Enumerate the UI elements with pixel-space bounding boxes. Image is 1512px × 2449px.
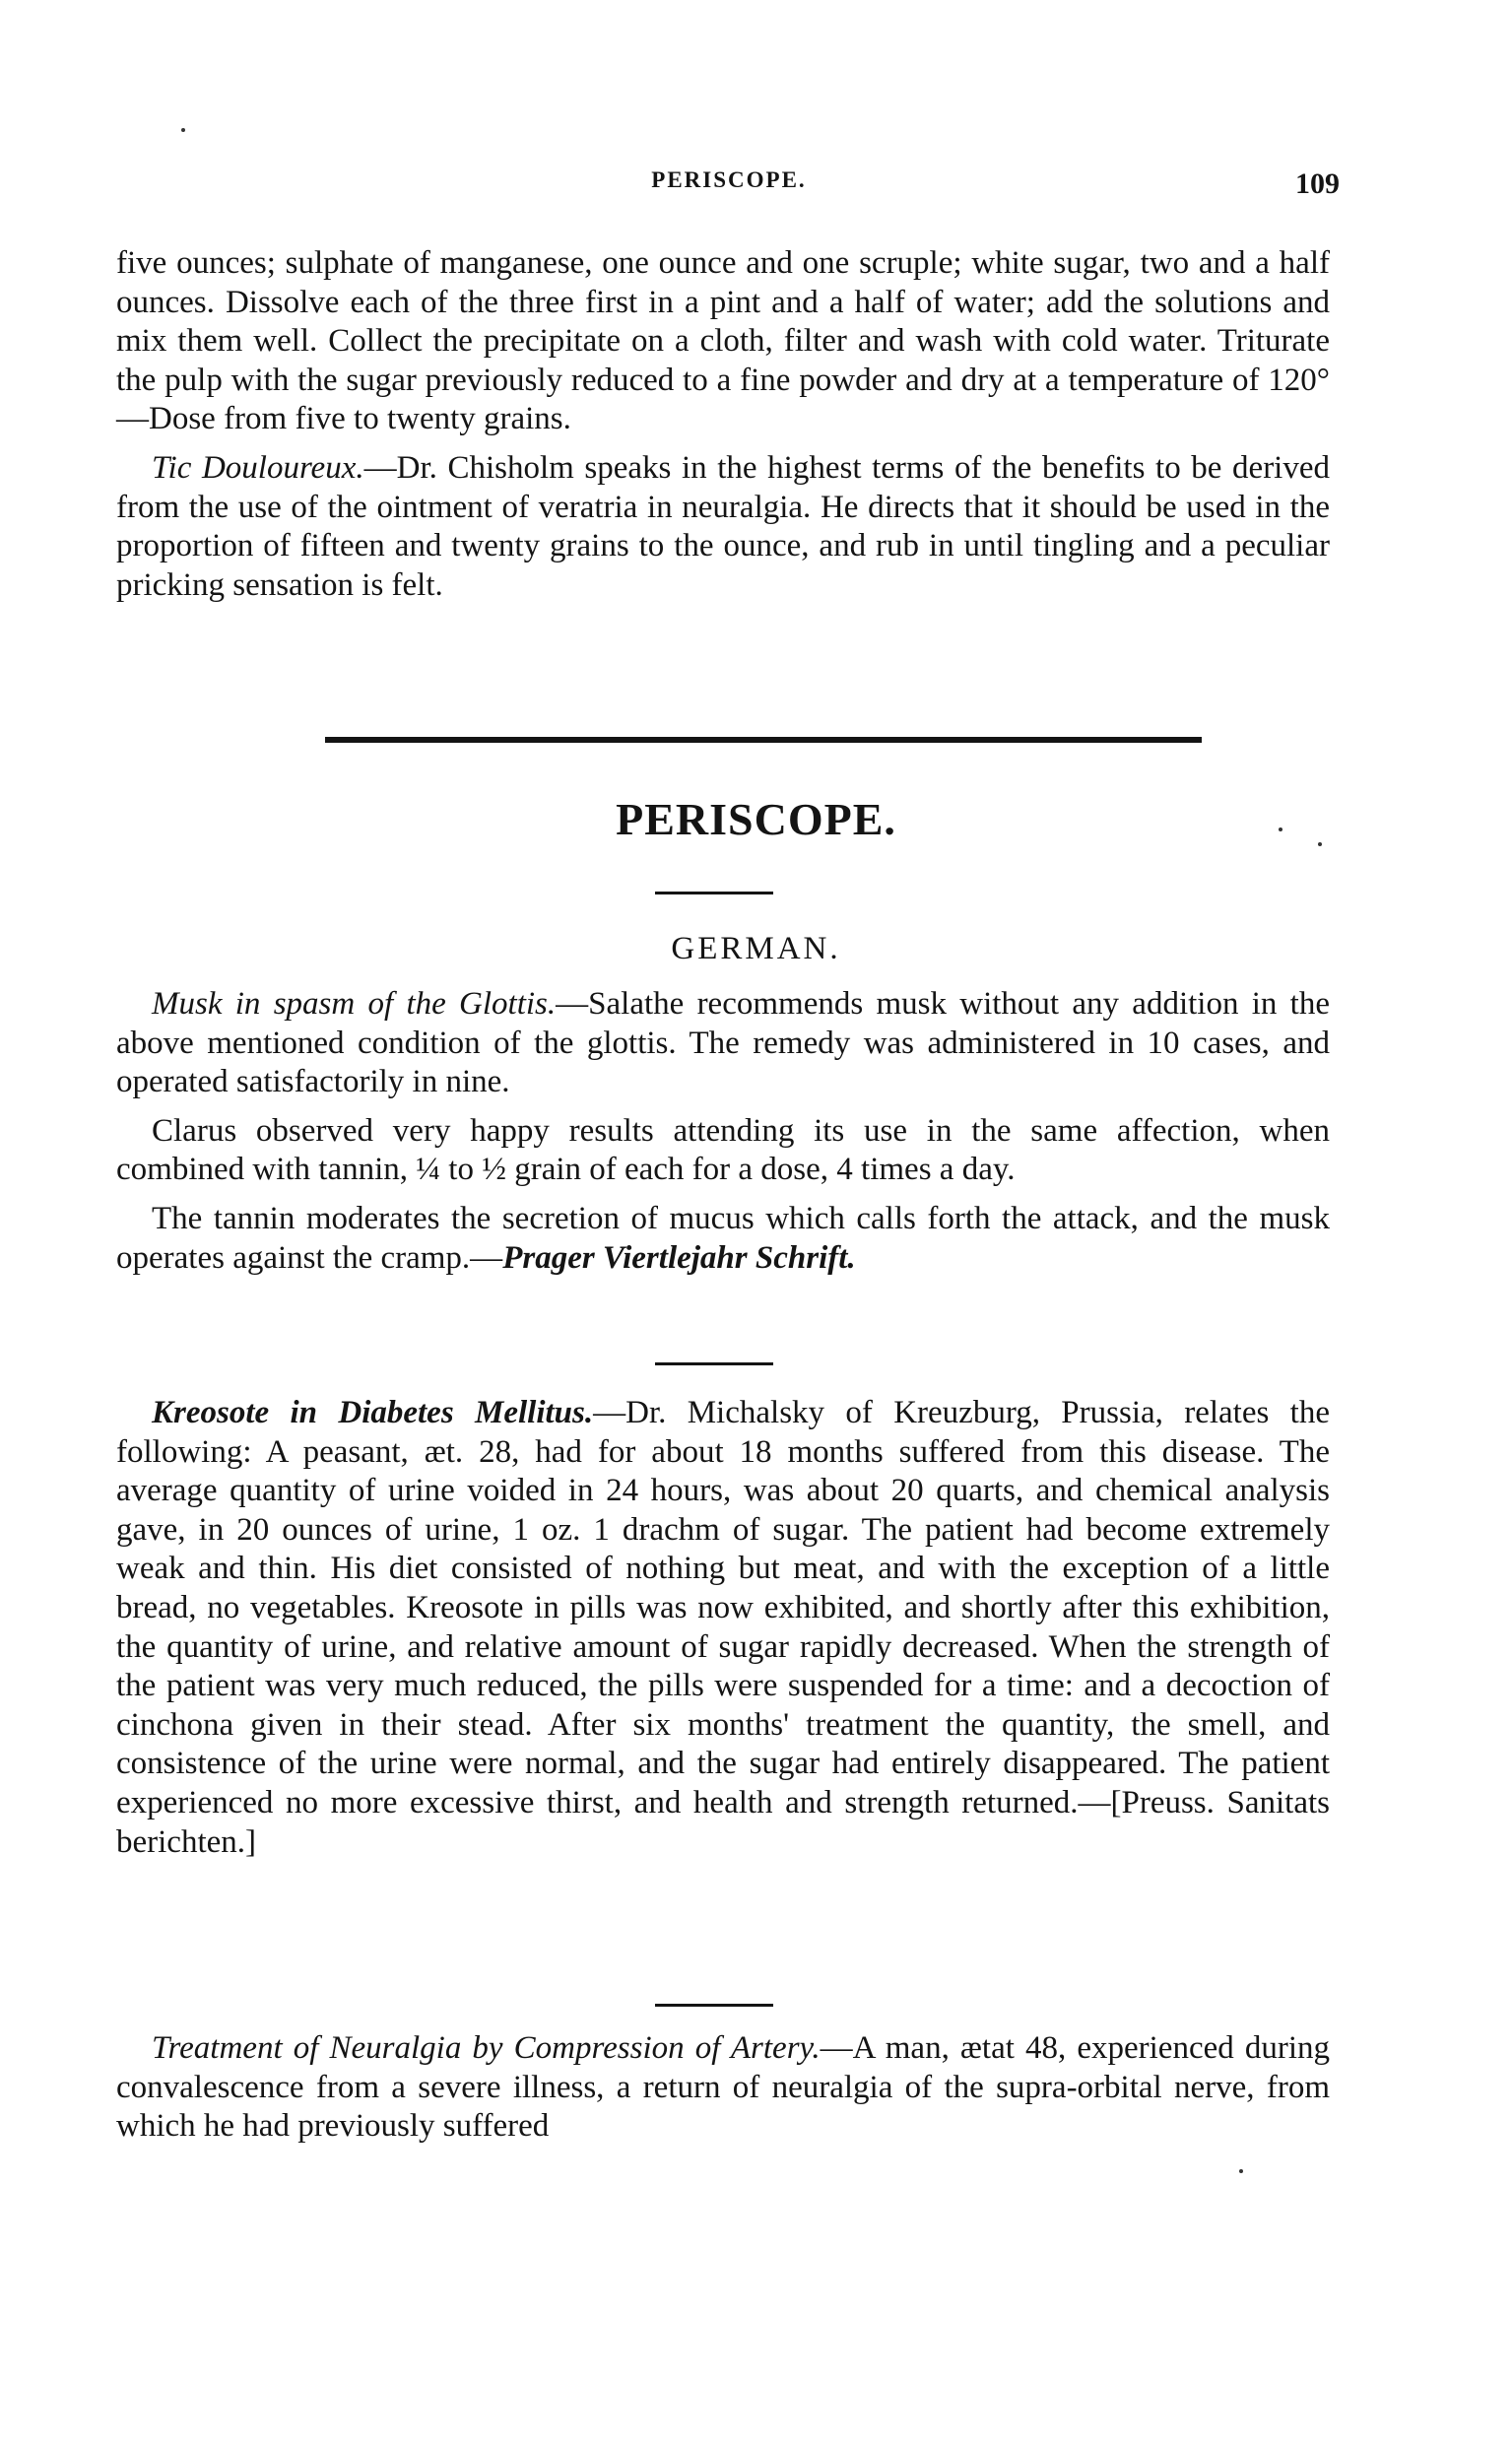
paragraph-tic-douloureux [116, 449, 1330, 605]
neuralgia-article [116, 2029, 1330, 2156]
page-number: 109 [1295, 167, 1340, 200]
neuralgia-paragraph [116, 2029, 1330, 2147]
musk-paragraph-2: Clarus observed very happy results attending its use in the same affection, when combined with tannin, ¼ to ½ grain of each for a dose, 4 times a day. [116, 1112, 1330, 1188]
short-rule [655, 2004, 773, 2007]
periscope-heading: PERISCOPE. [616, 794, 896, 844]
kreosote-body: —Dr. Michalsky of Kreuzburg, Prussia, relates the following: A peasant, æt. 28, had for about 18 months suffered from this disease. The average quantity of urine voided in 24 hours, was about 20 quarts, and chemical analysis gave, in 20 ounces of urine, 1 oz. 1 drachm of sugar. The patient had become extremely weak and thin. His diet consisted of nothing but meat, and with the exception of a little bread, no vegetables. Kreosote in pills was now exhibited, and shortly after this exhibition, the quantity of urine, and relative amount of sugar rapidly decreased. When the strength of the patient was very much reduced, the pills were suspended for a time: and a decoction of cinchona given in their stead. After six months' treatment the quantity, the smell, and consistence of the urine were normal, and the sugar had entirely disappeared. The patient experienced no more excessive thirst, and health and strength returned.—[Preuss. Sanitats berichten.] [116, 1395, 1330, 1860]
section-divider-rule [325, 737, 1202, 743]
short-rule [655, 892, 773, 894]
top-text-block [116, 244, 1330, 615]
print-speck [1239, 2169, 1243, 2173]
print-speck [181, 128, 185, 132]
citation-prager: Prager Viertlejahr Schrift. [502, 1239, 856, 1276]
neuralgia-body: —A man, ætat 48, experienced during convalescence from a severe illness, a return of neuralgia of the supra-orbital nerve, from which he had previously suffered [116, 2030, 1331, 2145]
musk-paragraph-1 [116, 985, 1330, 1102]
tic-douloureux-body: —Dr. Chisholm speaks in the highest terms of the benefits to be derived from the use of the ointment of veratria in neuralgia. He directs that it should be used in the proportion of fifteen and twenty grains to the ounce, and rub in until tingling and a peculiar pricking sensation is felt. [116, 449, 1330, 603]
rubric-neuralgia: Treatment of Neuralgia by Compression of Artery. [152, 2030, 821, 2066]
kreosote-article [116, 1394, 1330, 1872]
running-title: PERISCOPE. [651, 167, 807, 192]
musk-paragraph-3 [116, 1200, 1330, 1278]
rubric-tic-douloureux: Tic Douloureux. [152, 449, 364, 486]
running-head [118, 167, 1340, 207]
paragraph-dosage: five ounces; sulphate of manganese, one ounce and one scruple; white sugar, two and a half ounces. Dissolve each of the three first in a pint and a half of water; add the solutions and mix them well. Collect the precipitate on a cloth, filter and wash with cold water. Triturate the pulp with the sugar previously reduced to a fine powder and dry at a temperature of 120°—Dose from five to twenty grains. [116, 245, 1330, 437]
rubric-kreosote: Kreosote in Diabetes Mellitus. [152, 1395, 594, 1430]
print-speck [1279, 827, 1282, 831]
section-heading-german: GERMAN. [671, 931, 841, 966]
print-speck [1318, 842, 1322, 846]
musk-body: —Salathe recommends musk without any addition in the above mentioned condition of the glottis. The remedy was administered in 10 cases, and operated satisfactorily in nine. [116, 986, 1330, 1100]
musk-paragraph-3-text: The tannin moderates the secretion of mucus which calls forth the attack, and the musk operates against the cramp.— [116, 1200, 1330, 1276]
short-rule [655, 1362, 773, 1365]
rubric-musk: Musk in spasm of the Glottis. [152, 986, 557, 1022]
musk-article [116, 985, 1330, 1288]
kreosote-paragraph [116, 1394, 1330, 1862]
